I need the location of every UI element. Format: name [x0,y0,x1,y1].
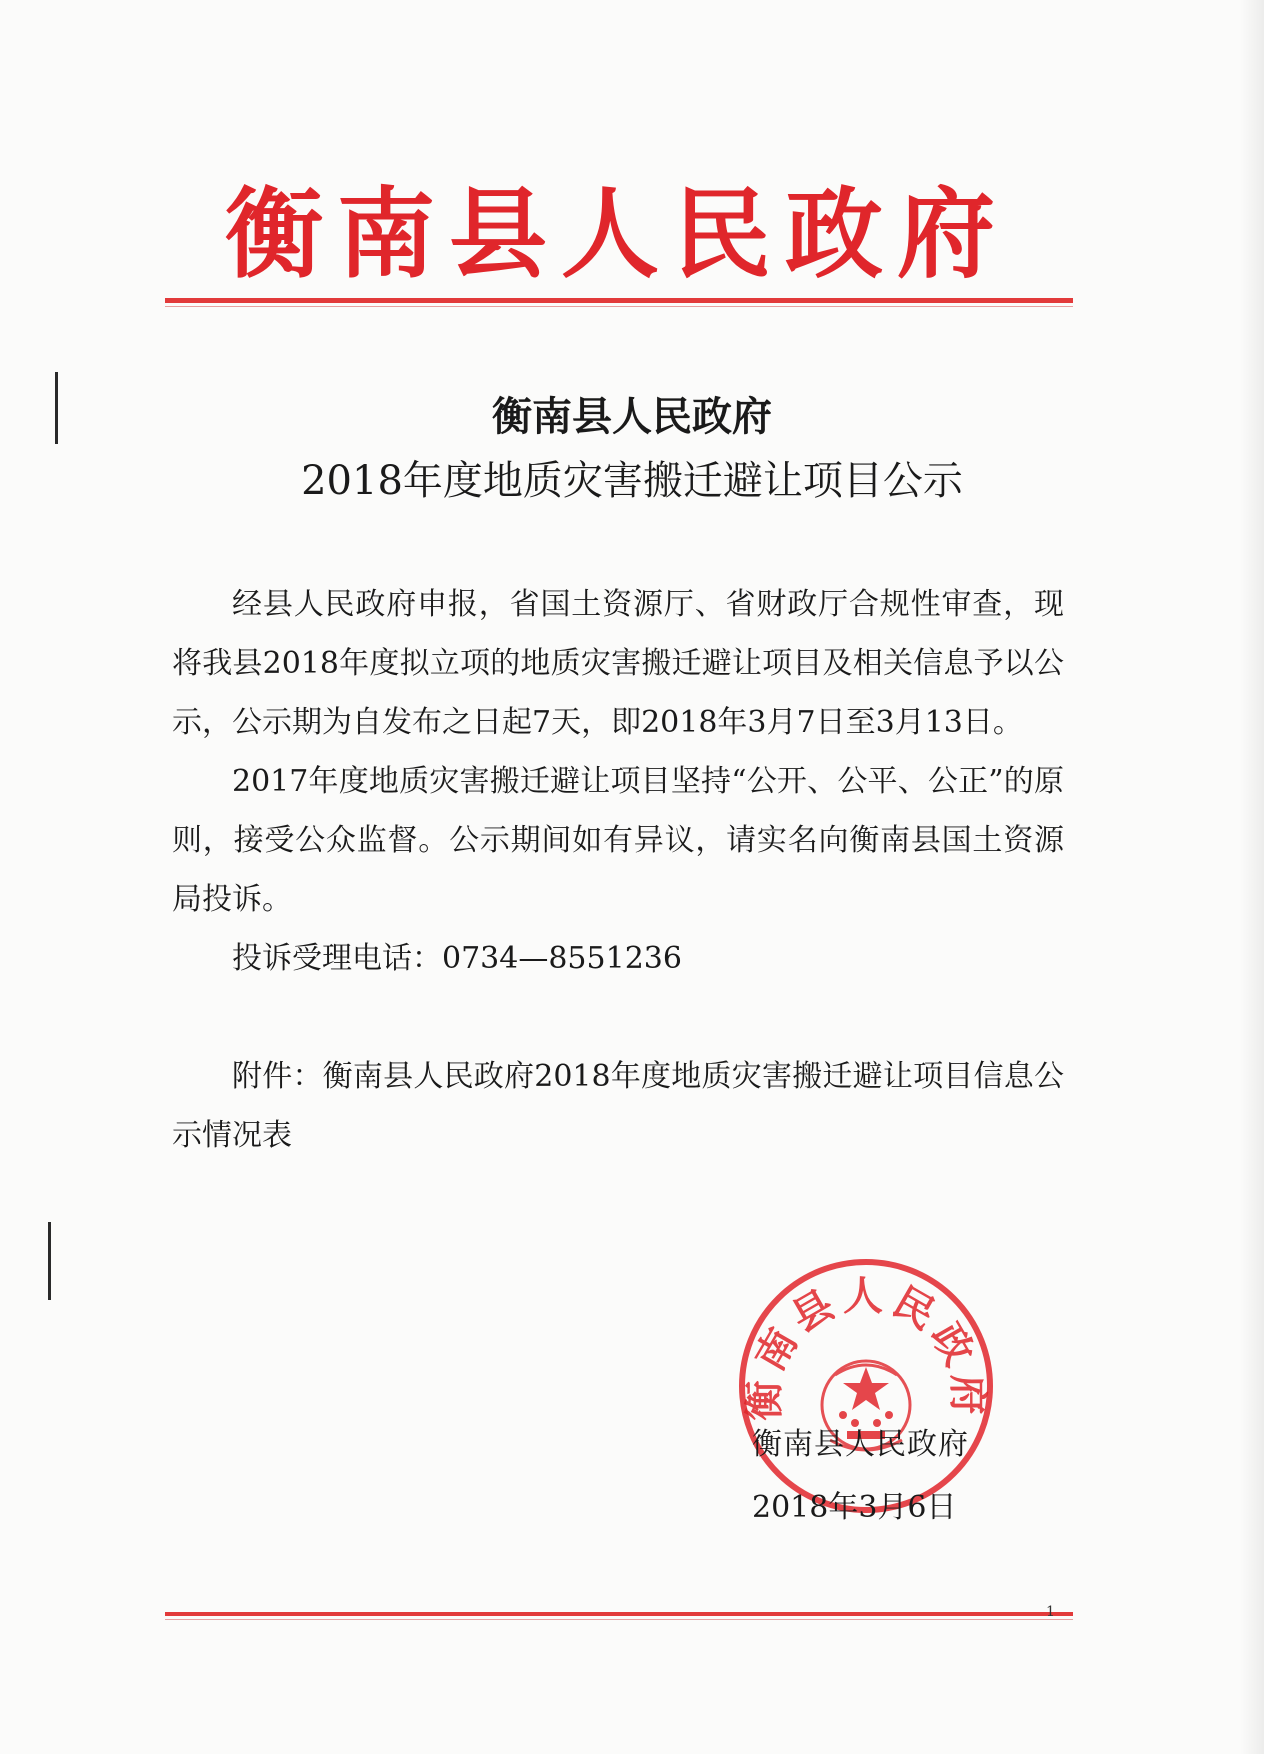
attachment-note: 附件：衡南县人民政府2018年度地质灾害搬迁避让项目信息公示情况表 [172,1059,1064,1153]
document-title-line1: 衡南县人民政府 [492,393,772,440]
footer-rule-thin [165,1619,1073,1620]
document-title-line2: 2018年度地质灾害搬迁避让项目公示 [301,458,963,504]
seal-text: 衡南县人民政府 [740,1272,992,1421]
complaint-phone: 投诉受理电话：0734—8551236 [232,941,682,976]
masthead-rule [165,298,1073,303]
body-paragraph: 2017年度地质灾害搬迁避让项目坚持“公开、公平、公正”的原则，接受公众监督。公示期间如有异议，请实名向衡南县国土资源局投诉。 [172,764,1064,917]
masthead-rule-thin [165,306,1073,307]
official-seal [735,1255,997,1517]
binding-mark [48,1222,51,1300]
scan-edge-shadow [1240,0,1264,1754]
page-number: 1 [1046,1604,1055,1620]
body-paragraph: 经县人民政府申报，省国土资源厅、省财政厅合规性审查，现将我县2018年度拟立项的地质灾害搬迁避让项目及相关信息予以公示，公示期为自发布之日起7天，即2018年3月7日至3月13日。 [172,587,1064,740]
masthead: 衡南县人民政府 [224,177,1009,292]
signature-date: 2018年3月6日 [752,1490,957,1525]
paragraph-gap [172,988,1064,1047]
document-body [172,575,1064,1165]
footer-rule [165,1612,1073,1616]
signature-organization: 衡南县人民政府 [752,1427,969,1462]
